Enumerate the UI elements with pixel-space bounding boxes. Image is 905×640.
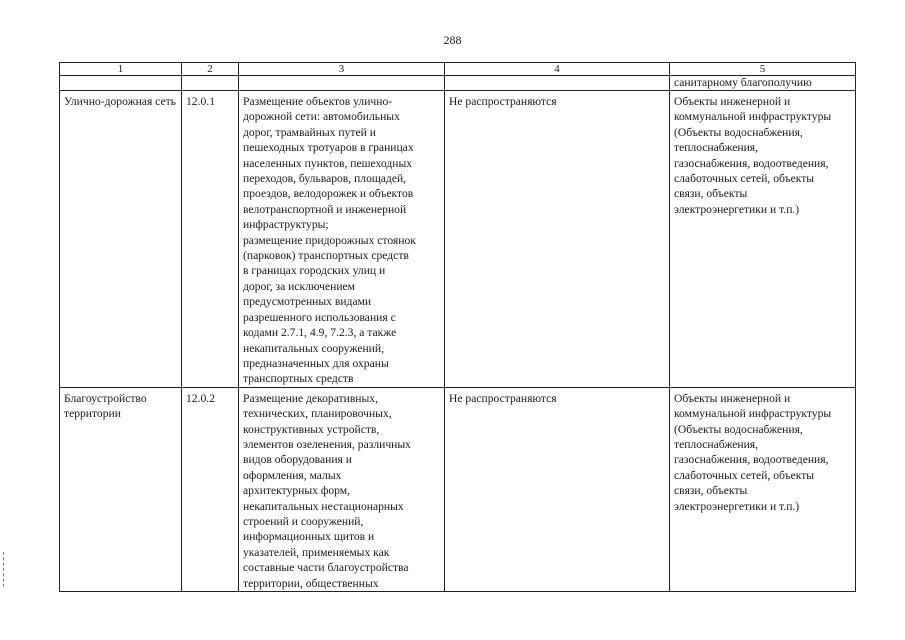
table-row	[60, 387, 856, 591]
page-number: 288	[443, 33, 462, 47]
land-use-code: 12.0.2	[182, 387, 239, 591]
table-row	[60, 91, 856, 388]
auxiliary-uses: Объекты инженерной и коммунальной инфраструктуры (Объекты водоснабжения, теплоснабжения, газоснабжения, водоотведения, слаботочных сетей, объекты связи, объекты электроэнергетики и т.п.)	[670, 91, 856, 388]
column-number: 5	[670, 63, 856, 76]
column-number: 2	[182, 63, 239, 76]
empty-cell	[60, 76, 182, 91]
restrictions-text: Не распространяются	[445, 91, 670, 388]
continuation-row	[60, 76, 856, 91]
auxiliary-uses: Объекты инженерной и коммунальной инфраструктуры (Объекты водоснабжения, теплоснабжения, газоснабжения, водоотведения, слаботочных сетей, объекты связи, объекты электроэнергетики и т.п.)	[670, 387, 856, 591]
land-use-code: 12.0.1	[182, 91, 239, 388]
land-use-name: Улично-дорожная сеть	[60, 91, 182, 388]
continuation-text: санитарному благополучию	[670, 76, 856, 91]
column-number: 1	[60, 63, 182, 76]
land-use-name: Благоустройство территории	[60, 387, 182, 591]
scan-margin-mark	[3, 552, 7, 587]
restrictions-text: Не распространяются	[445, 387, 670, 591]
column-number: 3	[239, 63, 445, 76]
land-use-description: Размещение объектов улично- дорожной сети: автомобильных дорог, трамвайных путей и пешеходных тротуаров в границах населенных пунктов, пешеходных переходов, бульваров, площадей, проездов, велодорожек и объектов велотранспортной и инженерной инфраструктуры; размещение придорожных стоянок (парковок) транспортных средств в границах городских улиц и дорог, за исключением предусмотренных видами разрешенного использования с кодами 2.7.1, 4.9, 7.2.3, а также некапитальных сооружений, предназначенных для охраны транспортных средств	[239, 91, 445, 388]
column-number-row	[60, 63, 856, 76]
empty-cell	[239, 76, 445, 91]
column-number: 4	[445, 63, 670, 76]
empty-cell	[182, 76, 239, 91]
zoning-table	[59, 62, 856, 592]
land-use-description: Размещение декоративных, технических, планировочных, конструктивных устройств, элементов озеленения, различных видов оборудования и оформления, малых архитектурных форм, некапитальных нестационарных строений и сооружений, информационных щитов и указателей, применяемых как составные части благоустройства территории, общественных	[239, 387, 445, 591]
empty-cell	[445, 76, 670, 91]
